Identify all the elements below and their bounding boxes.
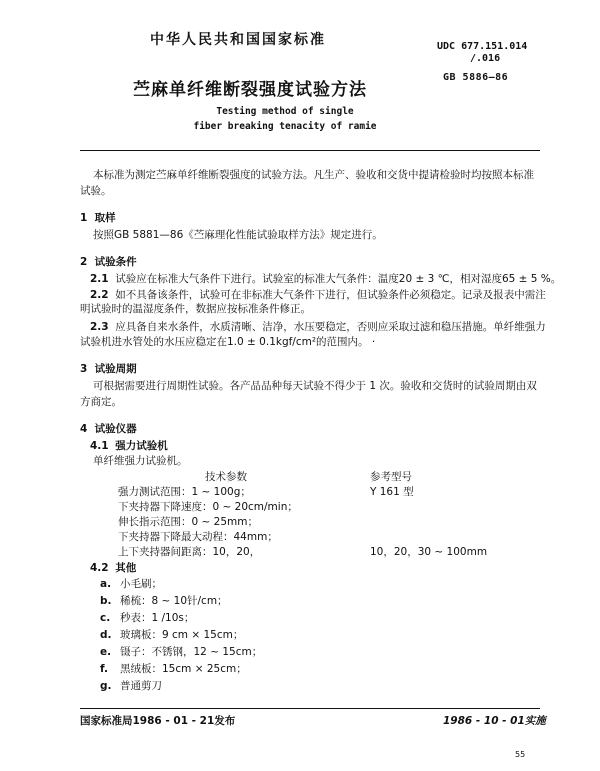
param-descent-speed: 下夹持器下降速度：0 ~ 20cm/min； bbox=[118, 501, 298, 513]
udc-line-2: /.016 bbox=[470, 53, 501, 64]
clause-2-1-number: 2.1 bbox=[90, 273, 109, 285]
other-item-b-label: b. bbox=[100, 595, 112, 607]
clause-4-2-number: 4.2 bbox=[90, 562, 109, 574]
section-4-number: 4 bbox=[80, 423, 88, 435]
other-item-g bbox=[100, 679, 162, 693]
section-2-number: 2 bbox=[80, 256, 88, 268]
other-item-c bbox=[100, 611, 194, 625]
section-3-number: 3 bbox=[80, 363, 88, 375]
other-item-a-text: 小毛刷； bbox=[120, 578, 162, 590]
section-2-title: 试验条件 bbox=[94, 256, 137, 268]
other-item-f bbox=[100, 662, 247, 676]
section-1-text: 按照GB 5881—86《苎麻理化性能试验取样方法》规定进行。 bbox=[93, 229, 383, 241]
clause-4-2-heading bbox=[90, 561, 136, 575]
section-3-title: 试验周期 bbox=[94, 363, 137, 375]
document-title-en bbox=[160, 104, 410, 134]
other-item-e-label: e. bbox=[100, 646, 112, 658]
clause-4-1-heading bbox=[90, 439, 168, 453]
reference-model: Y 161 型 bbox=[370, 486, 414, 498]
section-3-line-2: 方商定。 bbox=[80, 396, 122, 408]
clause-4-2-title: 其他 bbox=[115, 562, 137, 574]
clause-2-2-line-2: 明试验时的温湿度条件，数据应按标准条件修正。 bbox=[80, 303, 311, 315]
title-en-line-1: Testing method of single bbox=[216, 106, 354, 117]
clause-4-1-title: 强力试验机 bbox=[115, 440, 168, 452]
clause-2-2-line-1: 如不具备该条件，试验可在非标准大气条件下进行，但试验条件必须稳定。记录及报表中需注 bbox=[115, 289, 546, 301]
other-item-d-text: 玻璃板：9 cm × 15cm； bbox=[120, 629, 244, 641]
header-divider bbox=[80, 150, 540, 151]
clause-2-3 bbox=[90, 320, 546, 334]
section-4-heading bbox=[80, 421, 137, 436]
section-1-number: 1 bbox=[80, 212, 88, 224]
column-header-reference-model: 参考型号 bbox=[370, 471, 412, 483]
other-item-c-text: 秒表：1 /10s； bbox=[120, 612, 195, 624]
other-item-e bbox=[100, 645, 262, 659]
page-number: 55 bbox=[515, 750, 526, 759]
clause-2-1-text: 试验应在标准大气条件下进行。试验室的标准大气条件：温度20 ± 3 ℃，相对湿度65 ± 5 %。 bbox=[115, 273, 562, 285]
param-force-range: 强力测试范围：1 ~ 100g； bbox=[118, 486, 251, 498]
section-2-heading bbox=[80, 254, 137, 269]
section-4-title: 试验仪器 bbox=[94, 423, 137, 435]
intro-line-2: 试验。 bbox=[80, 185, 112, 197]
issued-date: 国家标准局1986 - 01 - 21发布 bbox=[80, 715, 236, 727]
section-1-heading bbox=[80, 210, 116, 225]
other-item-d-label: d. bbox=[100, 629, 112, 641]
other-item-a bbox=[100, 577, 162, 591]
other-item-e-text: 镊子：不锈钢，12 ~ 15cm； bbox=[120, 646, 263, 658]
clause-2-2-number: 2.2 bbox=[90, 289, 109, 301]
other-item-f-text: 黑绒板：15cm × 25cm； bbox=[120, 663, 247, 675]
other-item-d bbox=[100, 628, 243, 642]
other-item-b bbox=[100, 594, 228, 608]
clause-2-1 bbox=[90, 272, 561, 286]
section-1-title: 取样 bbox=[94, 212, 116, 224]
clause-2-3-line-2: 试验机进水管处的水压应稳定在1.0 ± 0.1kgf/cm²的范围内。 · bbox=[80, 336, 376, 348]
title-en-line-2: fiber breaking tenacity of ramie bbox=[193, 121, 377, 132]
param-max-stroke: 下夹持器下降最大动程：44mm； bbox=[118, 531, 278, 543]
footer-divider bbox=[80, 708, 540, 709]
effective-date: 1986 - 10 - 01实施 bbox=[443, 715, 546, 727]
param-clamp-distance: 上下夹持器间距离：10，20， bbox=[118, 546, 261, 558]
clause-4-1-description: 单纤维强力试验机。 bbox=[93, 455, 188, 467]
other-item-f-label: f. bbox=[100, 663, 108, 675]
other-item-g-text: 普通剪刀 bbox=[120, 680, 162, 692]
clause-2-3-line-1: 应具备自来水条件，水质清晰、洁净，水压要稳定，否则应采取过滤和稳压措施。单纤维强力 bbox=[115, 321, 546, 333]
intro-line-1: 本标准为测定苎麻单纤维断裂强度的试验方法。凡生产、验收和交货中提请检验时均按照本标准 bbox=[93, 169, 534, 181]
issuing-country-standard: 中华人民共和国国家标准 bbox=[150, 32, 326, 48]
udc-code bbox=[437, 41, 527, 65]
clause-4-1-number: 4.1 bbox=[90, 440, 109, 452]
other-item-g-label: g. bbox=[100, 680, 112, 692]
udc-line-1: UDC 677.151.014 bbox=[437, 41, 528, 52]
document-title-cn: 苎麻单纤维断裂强度试验方法 bbox=[133, 80, 367, 100]
section-3-heading bbox=[80, 361, 137, 376]
clause-2-2 bbox=[90, 288, 546, 302]
clause-2-3-number: 2.3 bbox=[90, 321, 109, 333]
other-item-c-label: c. bbox=[100, 612, 111, 624]
model-clamp-distances: 10，20，30 ~ 100mm bbox=[370, 546, 488, 558]
column-header-parameters: 技术参数 bbox=[205, 471, 247, 483]
param-elongation-range: 伸长指示范围：0 ~ 25mm； bbox=[118, 516, 258, 528]
other-item-b-text: 稀梳：8 ~ 10针/cm； bbox=[120, 595, 228, 607]
gb-standard-number: GB 5886—86 bbox=[443, 72, 509, 83]
other-item-a-label: a. bbox=[100, 578, 112, 590]
section-3-line-1: 可根据需要进行周期性试验。各产品品种每天试验不得少于 1 次。验收和交货时的试验周期由双 bbox=[93, 380, 537, 392]
